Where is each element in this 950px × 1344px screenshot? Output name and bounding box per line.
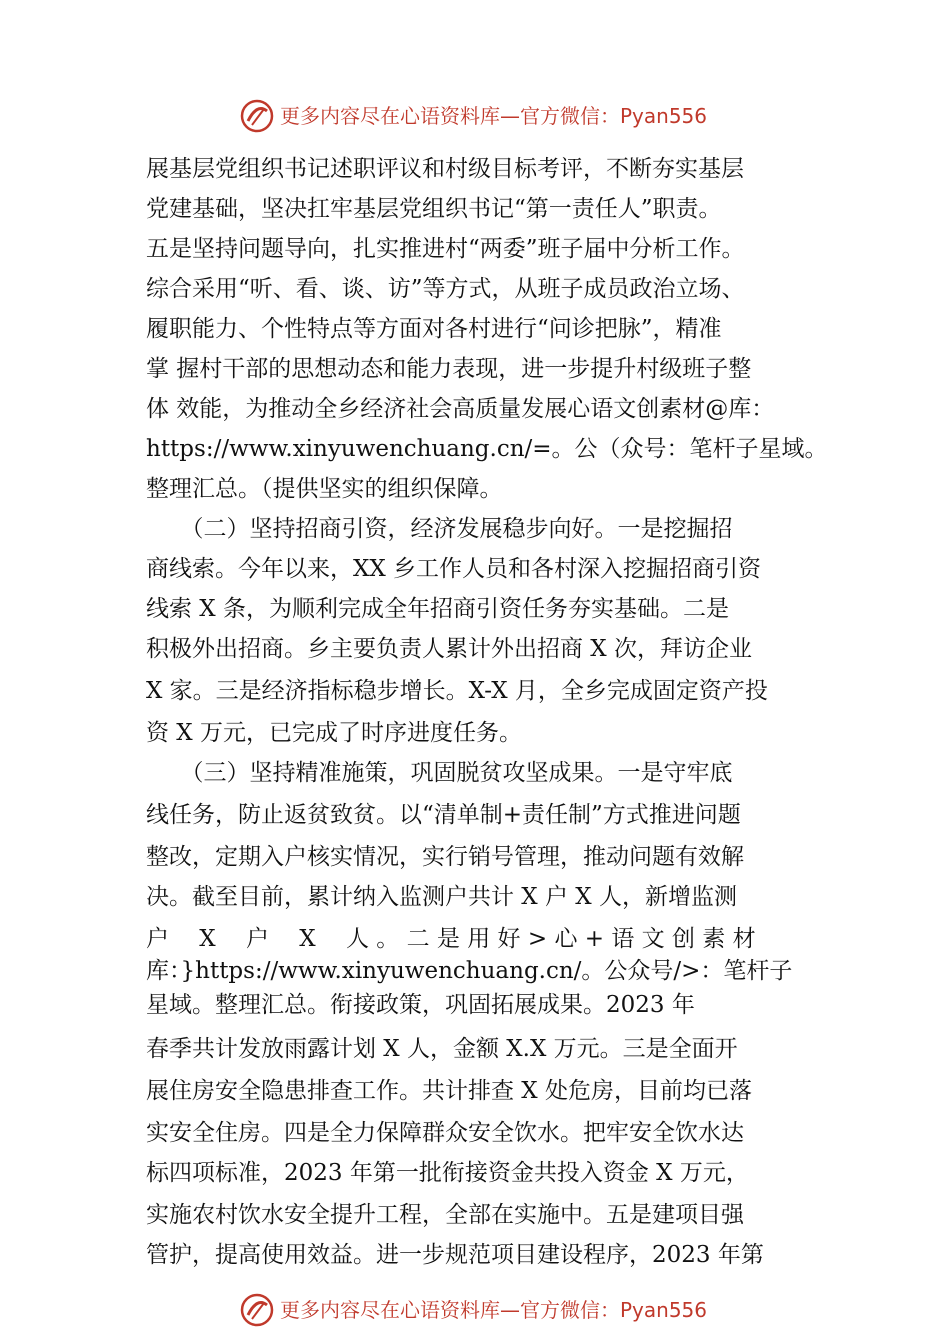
text-line: 实安全住房。四是全力保障群众安全饮水。把牢安全饮水达 [146,1120,744,1146]
text-line: 展住房安全隐患排查工作。共计排查 X 处危房，目前均已落 [146,1078,752,1104]
text-line: 决。截至目前，累计纳入监测户共计 X 户 X 人，新增监测 [146,884,737,910]
text-line: 整理汇总。（提供坚实的组织保障。 [146,476,503,502]
logo-icon [238,97,276,135]
text-line: 线索 X 条，为顺利完成全年招商引资任务夯实基础。二是 [146,596,729,622]
logo-icon [238,1291,276,1329]
text-line: 积极外出招商。乡主要负责人累计外出招商 X 次，拜访企业 [146,636,752,662]
text-line: （二）坚持招商引资，经济发展稳步向好。一是挖掘招 [146,516,733,542]
header-banner [0,94,950,138]
text-line: 春季共计发放雨露计划 X 人，金额 X.X 万元。三是全面开 [146,1036,738,1062]
text-line: https://www.xinyuwenchuang.cn/=。公（众号：笔杆子星域。 [146,436,828,462]
banner-text: 更多内容尽在心语资料库—官方微信： [280,104,620,128]
text-line: 掌 握村干部的思想动态和能力表现，进一步提升村级班子整 [146,356,752,382]
text-line: 展基层党组织书记述职评议和村级目标考评，不断夯实基层 [146,156,744,182]
text-line: 商线索。今年以来，XX 乡工作人员和各村深入挖掘招商引资 [146,556,762,582]
text-line: 综合采用“听、看、谈、访”等方式，从班子成员政治立场、 [146,276,745,302]
banner-wechat-id: Pyan556 [620,104,708,128]
text-line: 户 X 户 X 人 。 二 是 用 好 > 心 + 语 文 创 素 材 [146,926,756,952]
text-line: 资 X 万元，已完成了时序进度任务。 [146,720,522,746]
text-line: 党建基础，坚决扛牢基层党组织书记“第一责任人”职责。 [146,196,722,222]
footer-banner [0,1288,950,1332]
text-line: 整改，定期入户核实情况，实行销号管理，推动问题有效解 [146,844,744,870]
text-line: 库：}https://www.xinyuwenchuang.cn/。公众号/>：笔杆子 [146,958,793,984]
text-line: 实施农村饮水安全提升工程，全部在实施中。五是建项目强 [146,1202,744,1228]
text-line: 履职能力、个性特点等方面对各村进行“问诊把脉”，精准 [146,316,722,342]
text-line: 体 效能，为推动全乡经济社会高质量发展心语文创素材@库： [146,396,775,422]
banner-wechat-id: Pyan556 [620,1298,708,1322]
text-line: 管护，提高使用效益。进一步规范项目建设程序，2023 年第 [146,1242,764,1268]
text-line: 星域。整理汇总。衔接政策，巩固拓展成果。2023 年 [146,992,695,1018]
text-line: X 家。三是经济指标稳步增长。X-X 月，全乡完成固定资产投 [146,678,768,704]
text-line: 标四项标准，2023 年第一批衔接资金共投入资金 X 万元， [146,1160,749,1186]
text-line: （三）坚持精准施策，巩固脱贫攻坚成果。一是守牢底 [146,760,733,786]
banner-text: 更多内容尽在心语资料库—官方微信： [280,1298,620,1322]
text-line: 五是坚持问题导向，扎实推进村“两委”班子届中分析工作。 [146,236,745,262]
text-line: 线任务，防止返贫致贫。以“清单制+责任制”方式推进问题 [146,802,741,828]
